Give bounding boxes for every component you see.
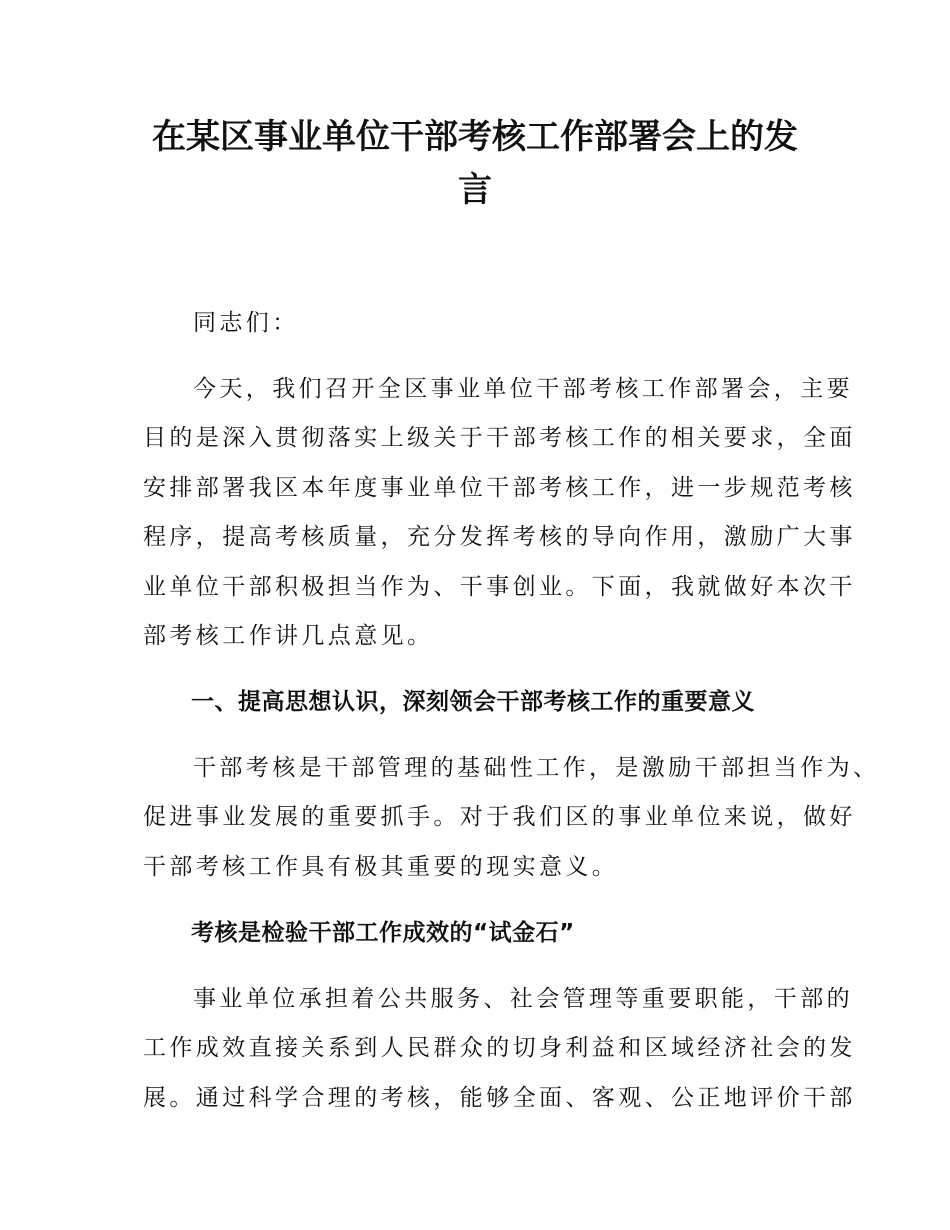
- section-1-heading: 一、提高思想认识，深刻领会干部考核工作的重要意义: [191, 689, 755, 715]
- document-title-line-1: 在某区事业单位干部考核工作部署会上的发: [152, 117, 798, 157]
- intro-line: 部考核工作讲几点意见。: [143, 623, 434, 649]
- section-1-line: 促进事业发展的重要抓手。对于我们区的事业单位来说，做好: [143, 804, 856, 830]
- subsection-1-line: 展。通过科学合理的考核，能够全面、客观、公正地评价干部: [143, 1085, 856, 1111]
- intro-line: 程序，提高考核质量，充分发挥考核的导向作用，激励广大事: [143, 524, 856, 550]
- section-1-line: 干部考核工作具有极其重要的现实意义。: [143, 854, 619, 880]
- intro-line: 今天，我们召开全区事业单位干部考核工作部署会，主要: [193, 376, 853, 402]
- document-title-line-2: 言: [458, 170, 492, 210]
- section-1-line: 干部考核是干部管理的基础性工作，是激励干部担当作为、: [193, 755, 880, 781]
- intro-line: 目的是深入贯彻落实上级关于干部考核工作的相关要求，全面: [143, 425, 856, 451]
- subsection-1-line: 工作成效直接关系到人民群众的切身利益和区域经济社会的发: [143, 1035, 856, 1061]
- subsection-1-heading: 考核是检验干部工作成效的“试金石”: [191, 920, 575, 946]
- intro-line: 业单位干部积极担当作为、干事创业。下面，我就做好本次干: [143, 574, 856, 600]
- intro-line: 安排部署我区本年度事业单位干部考核工作，进一步规范考核: [143, 475, 856, 501]
- salutation: 同志们：: [193, 310, 299, 336]
- subsection-1-line: 事业单位承担着公共服务、社会管理等重要职能，干部的: [193, 986, 853, 1012]
